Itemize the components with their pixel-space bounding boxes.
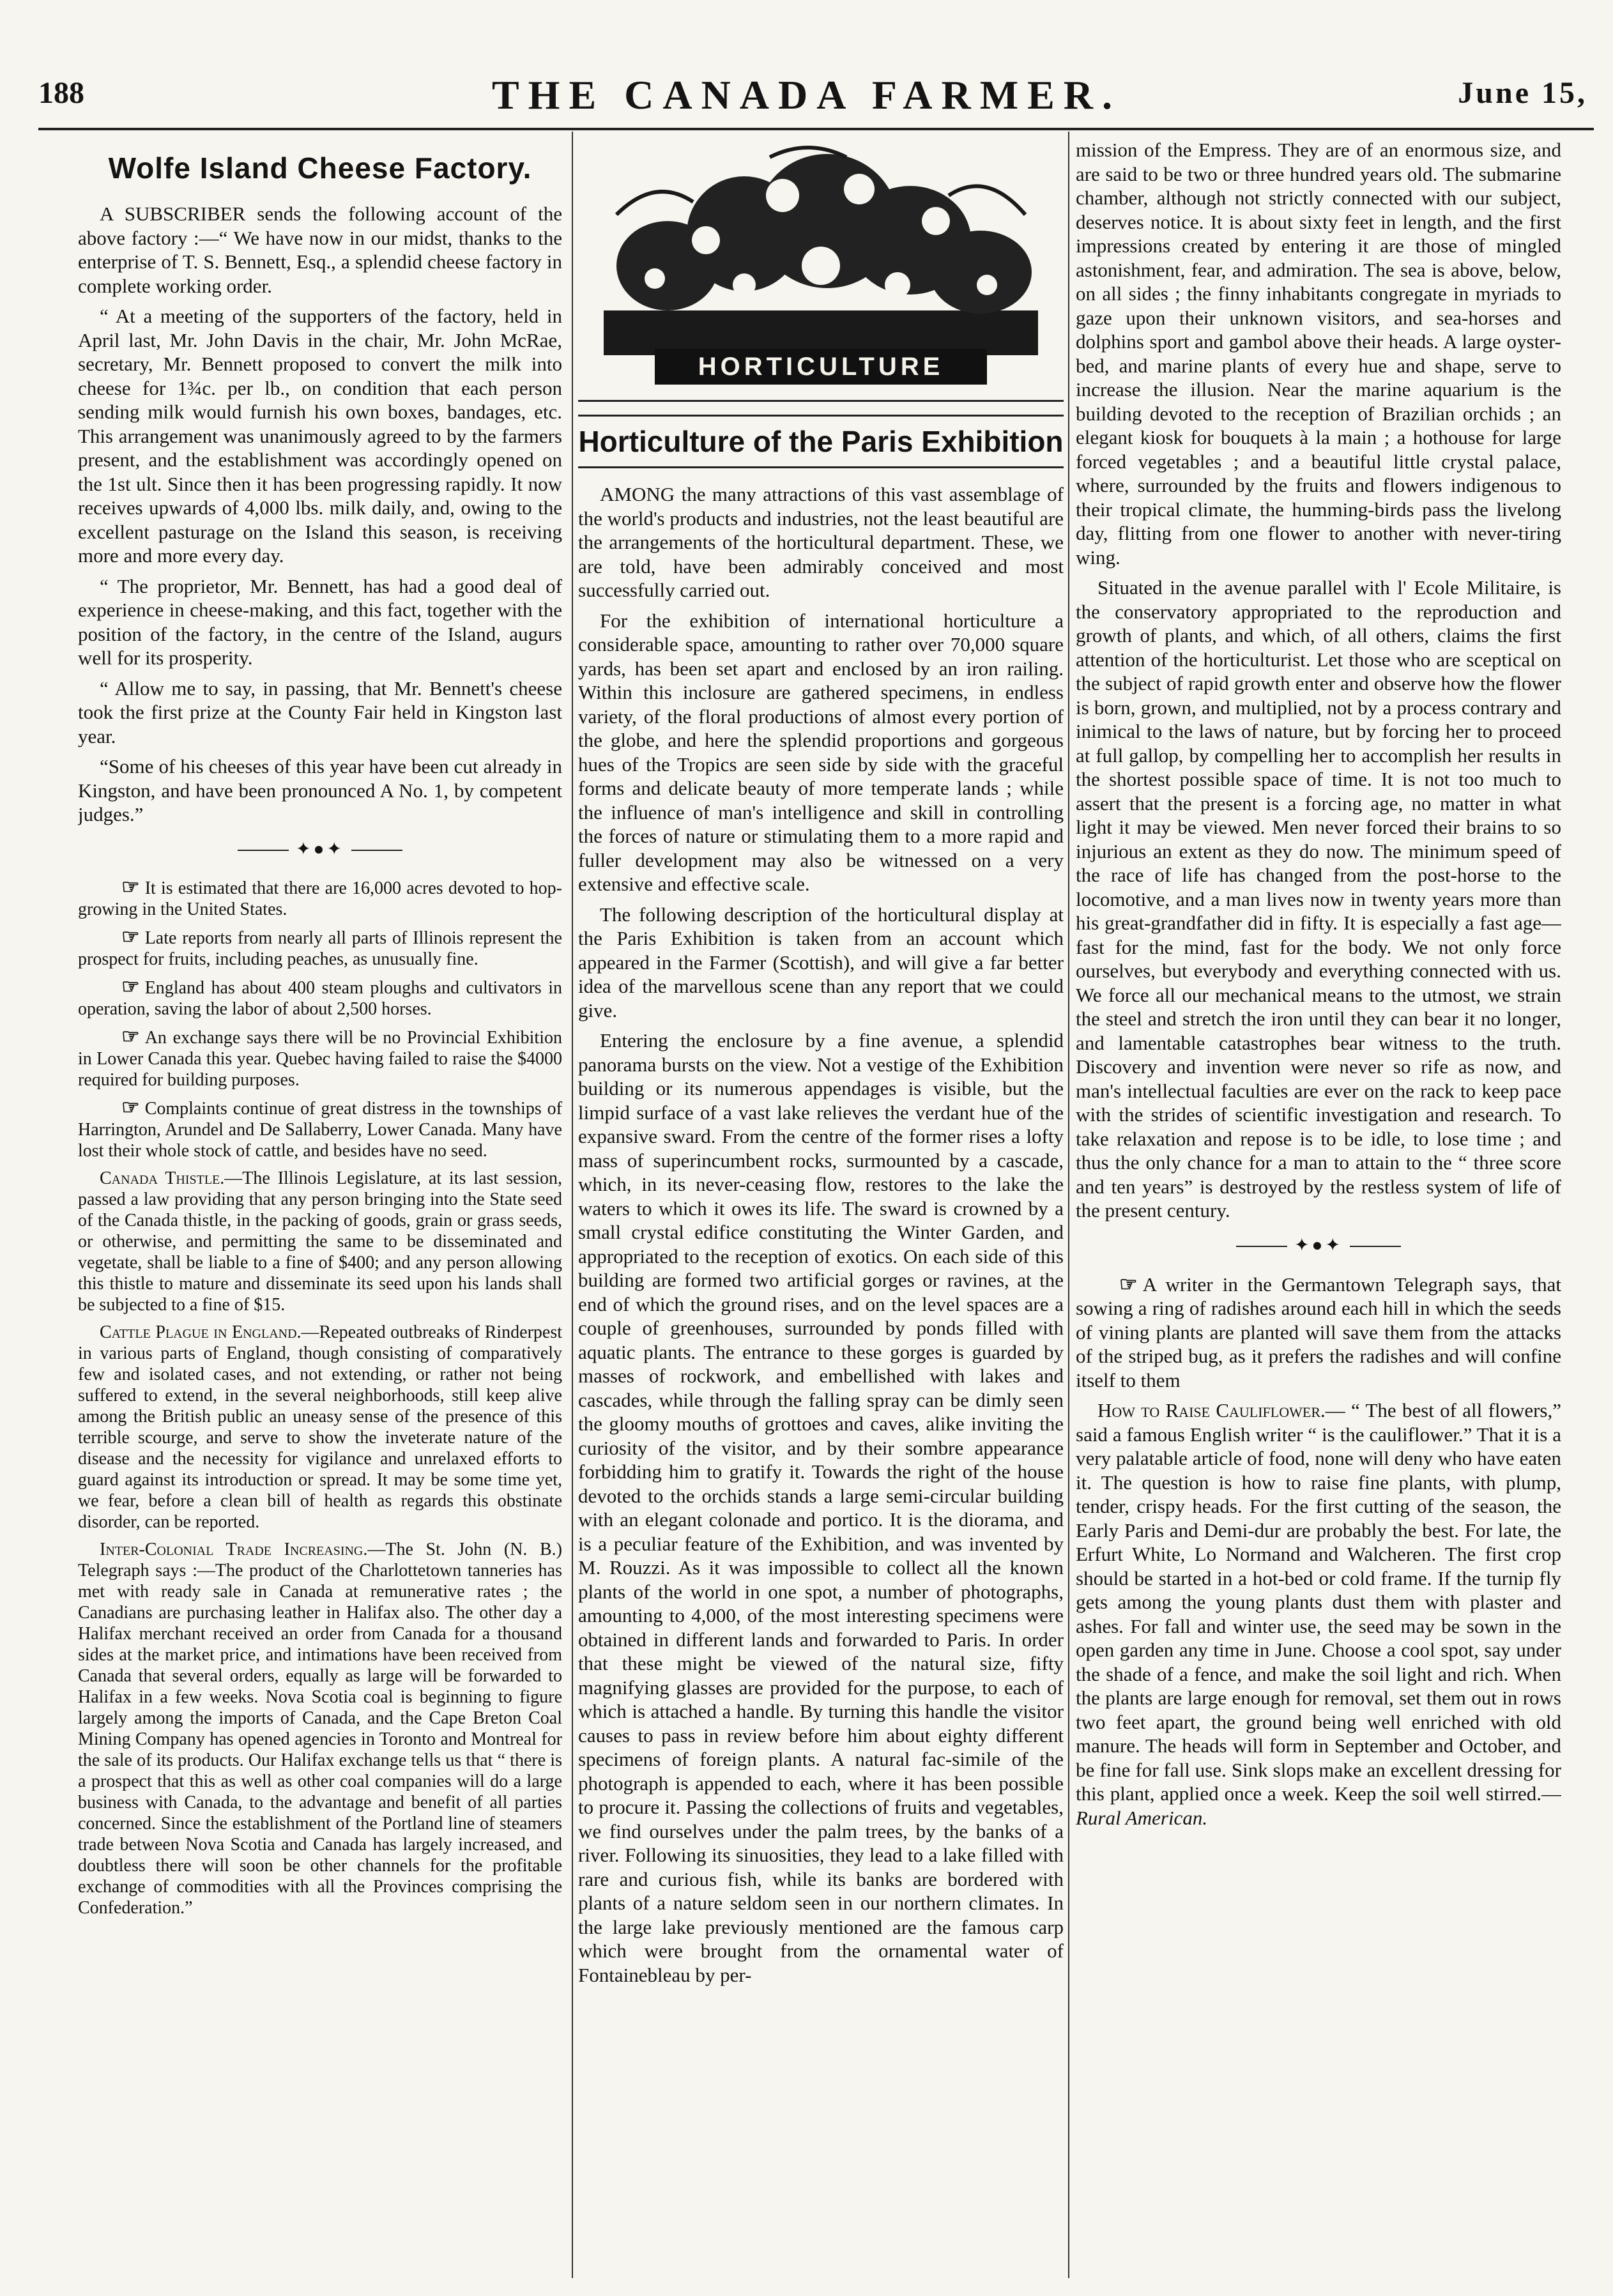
- column-1: [78, 138, 562, 2285]
- cheese-paragraph-5: “Some of his cheeses of this year have been cut already in Kingston, and have been pronounced A No. 1, by competent judges.”: [78, 755, 562, 825]
- source-credit: Rural American.: [1076, 1806, 1208, 1829]
- news-item-intercolonial-trade: Inter-Colonial Trade Increasing.—The St. John (N. B.) Telegraph says :—The product of the Charlottetown tanneries has met with ready sale in Canada at remunerative rates ; the Canadians are purchasing leather in Halifax also. The other day a Halifax merchant received an order from Canada for a thousand sides at the market price, and intimations have been received from Canada that several orders, equally as large will be forwarded to Halifax in a few weeks. Nova Scotia coal is beginning to figure largely among the imports of Canada, and the Cape Breton Coal Mining Company has opened agencies in Toronto and Montreal for the sale of its products. Our Halifax exchange tells us that “ there is a prospect that this as well as other coal companies will do a large business with Canada, to the advantage and benefit of all parties concerned. Since the establishment of the Portland line of steamers trade between Nova Scotia and Canada has largely increased, and doubtless there will soon be other channels for the profitable exchange of commodities with all the Provinces comprising the Confederation.”: [78, 1539, 562, 1918]
- masthead: [0, 0, 1613, 128]
- pointing-hand-icon: ☞: [121, 1095, 140, 1119]
- section-ornament: ✦●✦: [1076, 1234, 1561, 1256]
- column-divider-2: [1068, 132, 1069, 2278]
- paris-paragraph-4: Entering the enclosure by a fine avenue, a splendid panorama bursts on the view. Not a vestige of the Exhibition building or its numerous appendages is visible, but the limpid surface of a vast lake relieves the verdant hue of the expansive sward. From the centre of the former rises a lofty mass of superincumbent rocks, surmounted by a cascade, which, in its never-ceasing flow, restores to the lake the waters to which it owes its life. The sward is crowned by a small crystal edifice constituting the Winter Garden, and appropriated to the reception of exotics. On each side of this building are formed two artificial gorges or ravines, at the end of which the ground rises, and on the level spaces are a couple of greenhouses, surrounded by ponds filled with aquatic plants. The entrance to these gorges is guarded by masses of rockwork, and embellished with lakes and cascades, while through the falling spray can be dimly seen the gloomy mouths of grottoes and caves, alike inviting the curiosity of the visitor, and by their sombre appearance forbidding him to gratify it. Towards the right of the house devoted to the orchids stands a large semi-circular building with an elegant colonade and portico. It is the diorama, and is a peculiar feature of the Exhibition, and was invented by M. Rouzzi. As it was impossible to collect all the known plants of the world in one spot, a number of photographs, amounting to 4,000, of the most interesting specimens were obtained in different lands and forwarded to Paris. In order that these might be viewed of the natural size, fifty magnifying glasses are provided for the purpose, to each of which is attached a handle. By turning this handle the visitor causes to pass in review before him about eighty different specimens of foreign plants. A natural fac-simile of the photograph is appended to each, where it has been possible to procure it. Passing the collections of fruits and vegetables, we find ourselves under the palm trees, by the banks of a river. Following its sinuosities, they lead to a lake filled with rare and curious fish, while its banks are bordered with plants of a nature seldom seen in our northern climates. In the large lake previously mentioned are the famous carp which were brought from the ornamental water of Fontainebleau by per-: [578, 1029, 1064, 1986]
- horticulture-vignette: [578, 138, 1064, 402]
- paris-paragraph-5: mission of the Empress. They are of an enormous size, and are said to be two or three hundred years old. The submarine chamber, although not strictly connected with our subject, deserves notice. It is about sixty feet in length, and the first impressions created by entering it are those of mingled astonishment, fear, and admiration. The sea is above, below, on all sides ; the finny inhabitants congregate in myriads to gaze upon their unknown visitors, and sea-horses and dolphins sport and gambol above their heads. A large oyster-bed, and marine plants of every hue and shape, serve to increase the illusion. Near the marine aquarium is the building devoted to the reception of Brazilian orchids ; an elegant kiosk for bouquets à la main ; a hothouse for large forced vegetables ; and a beautiful little crystal palace, where, surrounded by the fruits and flowers indigenous to their tropical climate, the humming-birds pass the livelong day, flitting from one flower to another with never-tiring wing.: [1076, 139, 1561, 569]
- cheese-paragraph-3: “ The proprietor, Mr. Bennett, has had a good deal of experience in cheese-making, and this fact, together with the position of the factory, in the centre of the Island, augurs well for its prosperity.: [78, 574, 562, 669]
- article-heading-cheese-factory: Wolfe Island Cheese Factory.: [108, 151, 532, 185]
- cheese-paragraph-4: “ Allow me to say, in passing, that Mr. Bennett's cheese took the first prize at the County Fair held in Kingston last year.: [78, 677, 562, 747]
- newspaper-title: THE CANADA FARMER.: [491, 72, 1122, 118]
- paris-paragraph-3: The following description of the horticultural display at the Paris Exhibition is taken from an account which appeared in the Farmer (Scottish), and will give a far better idea of the marvellous scene than any report that we could give.: [578, 903, 1064, 1022]
- pointing-hand-icon: ☞: [121, 974, 140, 998]
- article-heading-paris-exhibition: Horticulture of the Paris Exhibition: [578, 415, 1064, 468]
- news-note-steam-ploughs: ☞ England has about 400 steam ploughs and cultivators in operation, saving the labor of about 2,500 horses.: [78, 974, 562, 1019]
- page-number: 188: [38, 76, 84, 110]
- masthead-rule: [38, 128, 1594, 130]
- paris-paragraph-2: For the exhibition of international horticulture a considerable space, amounting to rather over 70,000 square yards, has been set apart and enclosed by an iron railing. Within this inclosure are gathered specimens, in endless variety, of the floral productions of almost every portion of the globe, and here the splendid proportions and gorgeous hues of the Tropics are seen side by side with the graceful forms and delicate beauty of more temperate lands ; while the influence of man's intelligence and skill in controlling the forces of nature or stimulating them to a more rapid and fuller development may also be witnessed on a very extensive and effective scale.: [578, 609, 1064, 895]
- radish-note: ☞ A writer in the Germantown Telegraph says, that sowing a ring of radishes around each hill in which the seeds of vining plants are planted will save them from the attacks of the striped bug, as it prefers the radishes and will confine itself to them: [1076, 1272, 1561, 1391]
- column-divider-1: [572, 132, 573, 2278]
- column-3: [1076, 138, 1561, 2285]
- news-item-canada-thistle: Canada Thistle.—The Illinois Legislature, at its last session, passed a law providing that any person bringing into the State seed of the Canada thistle, in the packing of goods, grain or grass seeds, or otherwise, and permitting the same to be disseminated and vegetate, shall be liable to a fine of $400; and any person allowing this thistle to mature and disseminate its seed upon his lands shall be subjected to a fine of $15.: [78, 1168, 562, 1315]
- pointing-hand-icon: ☞: [121, 924, 140, 948]
- pointing-hand-icon: ☞: [121, 875, 140, 898]
- news-note-exhibition: ☞ An exchange says there will be no Provincial Exhibition in Lower Canada this year. Quebec having failed to raise the $4000 required for building purposes.: [78, 1024, 562, 1090]
- news-note-hops: ☞ It is estimated that there are 16,000 acres devoted to hop-growing in the United States.: [78, 875, 562, 919]
- news-note-distress: ☞ Complaints continue of great distress in the townships of Harrington, Arundel and De Sallaberry, Lower Canada. Many have lost their whole stock of cattle, and besides have no seed.: [78, 1095, 562, 1161]
- pointing-hand-icon: ☞: [121, 1024, 140, 1048]
- paris-paragraph-6: Situated in the avenue parallel with l' Ecole Militaire, is the conservatory appropriated to the reproduction and growth of plants, and which, of all others, claims the first attention of the horticulturist. Let those who are sceptical on the subject of rapid growth enter and observe how the flower is born, grown, and multiplied, not by a process contrary and inimical to the laws of nature, but by forcing her to proceed at full gallop, by compelling her to accomplish her results in the shortest possible space of time. It is not too much to assert that the present is a forcing age, no matter in what light it may be viewed. Men never forced their brains to so injurious an extent as they do now. The minimum speed of the race of life has changed from the post-horse to the locomotive, and a man lives now in twenty years more than his great-grandfather did in fifty. It is especially a fast age—fast for the mind, fast for the body. We not only force ourselves, but everybody and everything connected with us. We force all our mechanical means to the utmost, we strain the steel and stretch the iron until they can bear it no longer, and lamentable catastrophes bear witness to the truth. Discovery and invention were never so rife as now, and man's intellectual faculties are ever on the rack to keep pace with the strides of scientific investigation and research. To take relaxation and repose is to be idle, to lose time ; and thus the only chance for a man to attain to the “ three score and ten years” is destroyed by the restless system of life of the present century.: [1076, 576, 1561, 1221]
- section-ornament: ✦●✦: [78, 838, 562, 860]
- cheese-paragraph-1: A SUBSCRIBER sends the following account of the above factory :—“ We have now in our midst, thanks to the enterprise of T. S. Bennett, Esq., a splendid cheese factory in complete working order.: [78, 203, 562, 297]
- paris-paragraph-1: AMONG the many attractions of this vast assemblage of the world's products and industries, not the least beautiful are the arrangements of the horticultural department. These, we are told, have been admirably conceived and most successfully carried out.: [578, 483, 1064, 601]
- news-note-illinois: ☞ Late reports from nearly all parts of Illinois represent the prospect for fruits, including peaches, as unusually fine.: [78, 924, 562, 969]
- column-2: [578, 138, 1064, 2285]
- horticulture-banner: HORTICULTURE: [655, 349, 987, 385]
- pointing-hand-icon: ☞: [1119, 1272, 1138, 1296]
- cauliflower-article: How to Raise Cauliflower.— “ The best of all flowers,” said a famous English writer “ is the cauliflower.” That it is a very palatable article of food, none will deny who have eaten it. The question is how to raise fine plants, with plump, tender, crispy heads. For the first cutting of the season, the Early Paris and Demi-dur are probably the best. For late, the Erfurt White, Lo Normand and Walcheren. The first crop should be started in a hot-bed or cold frame. If the turnip fly gets among the young plants dust them with plaster and ashes. For fall and winter use, the seed may be sown in the open garden any time in June. Choose a cool spot, say under the shade of a fence, and make the soil light and rich. When the plants are large enough for removal, set them out in rows two feet apart, the ground being well enriched with old manure. The heads will form in September and October, and be fine for fall use. Sink slops make an excellent dressing for this plant, applied once a week. Keep the soil well stirred.— Rural American.: [1076, 1399, 1561, 1829]
- news-item-cattle-plague: Cattle Plague in England.—Repeated outbreaks of Rinderpest in various parts of England, though consisting of comparatively few and isolated cases, and not extending, or rather not being suffered to extend, in the several neighborhoods, still keep alive among the British public an uneasy sense of the presence of this terrible scourge, and serve to show the inveterate nature of the disease and the necessity for vigilance and unrelaxed efforts to guard against its introduction or spread. It may be some time yet, we fear, before a clean bill of health as regards this obstinate disorder, can be reported.: [78, 1322, 562, 1532]
- issue-date: June 15,: [1458, 76, 1587, 110]
- cheese-paragraph-2: “ At a meeting of the supporters of the factory, held in April last, Mr. John Davis in the chair, Mr. John McRae, secretary, Mr. Bennett proposed to convert the milk into cheese for 1¾c. per lb., on condition that each person sending milk would furnish his own boxes, bandages, etc. This arrangement was unanimously agreed to by the farmers present, and the establishment was accordingly opened on the 1st ult. Since then it has been progressing rapidly. It now receives upwards of 4,000 lbs. milk daily, and, owing to the excellent pasturage on the Island this season, is receiving more and more every day.: [78, 305, 562, 567]
